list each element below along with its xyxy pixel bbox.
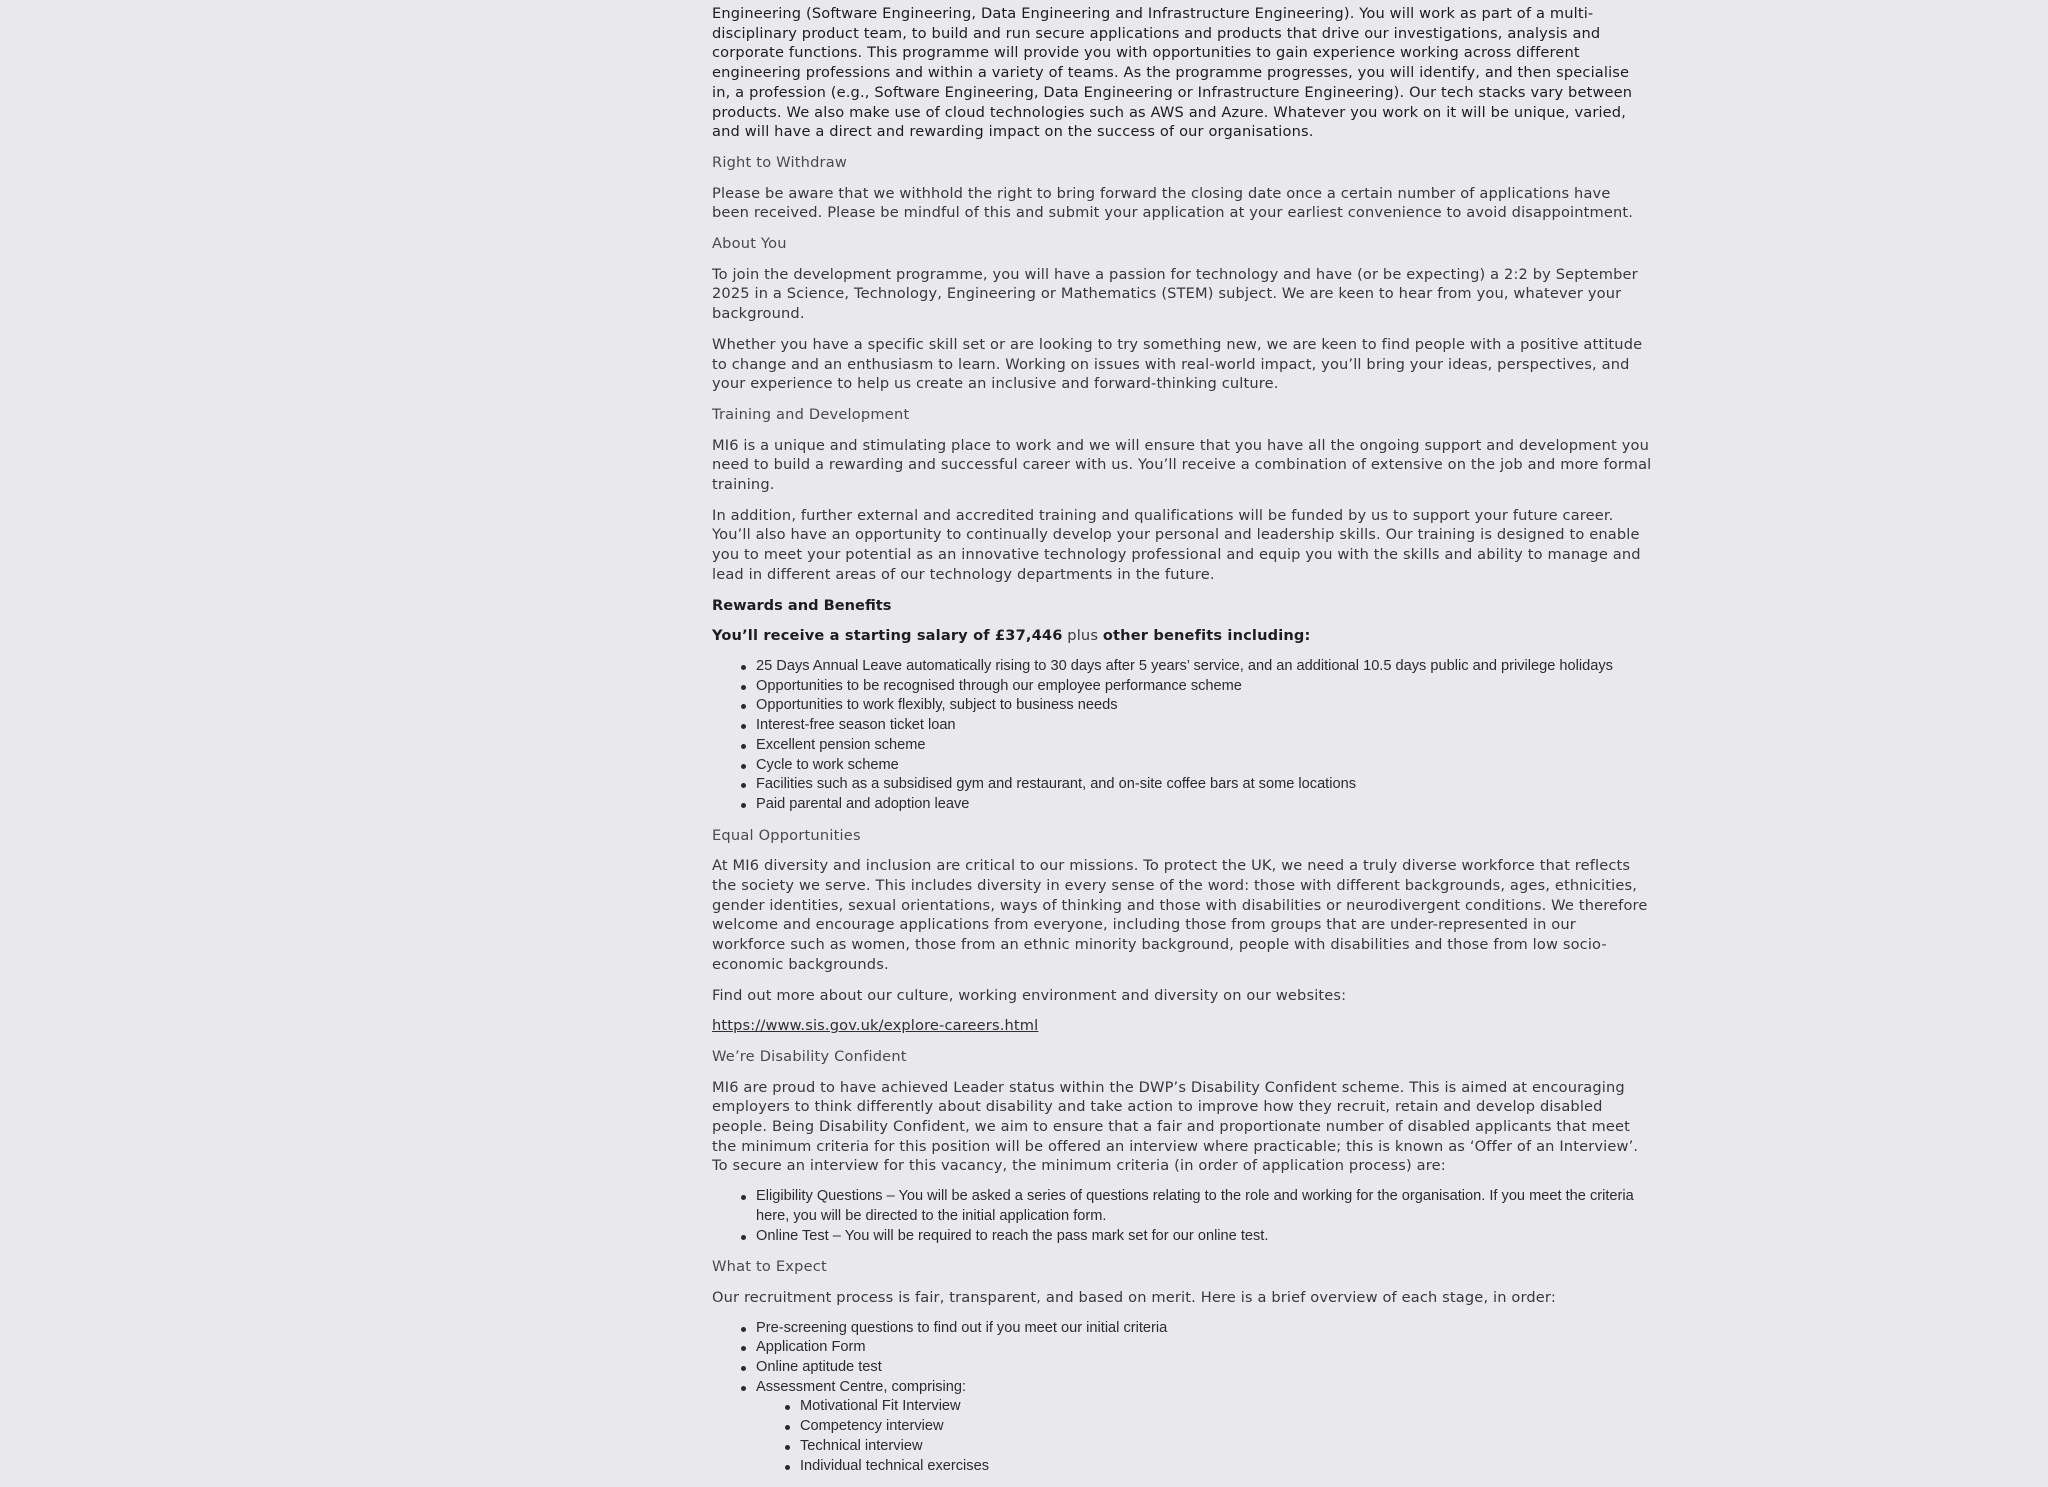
training-paragraph-1: MI6 is a unique and stimulating place to work and we will ensure that you have all the ongoing support and development you need to build a rewarding and successful career with us. You’ll receive a combination of extensive on the job and more formal training. — [712, 436, 1652, 494]
process-list — [712, 1319, 1652, 1477]
job-description — [712, 4, 1652, 1487]
list-item: Online aptitude test — [756, 1358, 1652, 1378]
salary-line — [712, 626, 1652, 646]
list-item: Technical interview — [800, 1437, 1652, 1457]
heading-about-you: About You — [712, 235, 787, 253]
equal-paragraph-2: Find out more about our culture, working environment and diversity on our websites: — [712, 986, 1347, 1004]
heading-what-to-expect: What to Expect — [712, 1258, 827, 1276]
salary-plus: plus — [1067, 627, 1099, 645]
list-item: Excellent pension scheme — [756, 736, 1652, 756]
list-item: Pre-screening questions to find out if you meet our initial criteria — [756, 1319, 1652, 1339]
intro-paragraph: Engineering (Software Engineering, Data Engineering and Infrastructure Engineering). You will work as part of a multi-disciplinary product team, to build and run secure applications and products that drive our investigations, analysis and corporate functions. This programme will provide you with opportunities to gain experience working across different engineering professions and within a variety of teams. As the programme progresses, you will identify, and then specialise in, a profession (e.g., Software Engineering, Data Engineering or Infrastructure Engineering). Our tech stacks vary between products. We also make use of cloud technologies such as AWS and Azure. Whatever you work on it will be unique, varied, and will have a direct and rewarding impact on the success of our organisations. — [712, 5, 1633, 141]
expect-paragraph: Our recruitment process is fair, transparent, and based on merit. Here is a brief overview of each stage, in order: — [712, 1288, 1556, 1306]
list-item: Facilities such as a subsidised gym and restaurant, and on-site coffee bars at some locations — [756, 775, 1652, 795]
list-item: Individual technical exercises — [800, 1457, 1652, 1477]
list-item: Eligibility Questions – You will be asked a series of questions relating to the role and working for the organisation. If you meet the criteria here, you will be directed to the initial application form. — [756, 1187, 1652, 1226]
benefits-list — [712, 657, 1652, 815]
heading-disability-confident: We’re Disability Confident — [712, 1047, 907, 1065]
about-paragraph-1: To join the development programme, you will have a passion for technology and have (or be expecting) a 2:2 by September 2025 in a Science, Technology, Engineering or Mathematics (STEM) subject. We are keen to hear from you, whatever your background. — [712, 265, 1638, 323]
list-item-assessment — [756, 1378, 1652, 1477]
list-item: Motivational Fit Interview — [800, 1397, 1652, 1417]
assessment-sublist — [756, 1397, 1652, 1476]
assessment-label: Assessment Centre, comprising: — [756, 1378, 967, 1395]
list-item: Competency interview — [800, 1417, 1652, 1437]
heading-equal-opportunities: Equal Opportunities — [712, 826, 861, 844]
list-item: Online Test – You will be required to reach the pass mark set for our online test. — [756, 1227, 1652, 1247]
heading-rewards: Rewards and Benefits — [712, 596, 892, 614]
training-paragraph-2: In addition, further external and accredited training and qualifications will be funded by us to support your future career. You’ll also have an opportunity to continually develop your personal and leadership skills. Our training is designed to enable you to meet your potential as an innovative technology professional and equip you with the skills and ability to manage and lead in different areas of our technology departments in the future. — [712, 506, 1641, 583]
list-item: Paid parental and adoption leave — [756, 795, 1652, 815]
list-item: Opportunities to work flexibly, subject to business needs — [756, 696, 1652, 716]
heading-right-to-withdraw: Right to Withdraw — [712, 153, 848, 171]
heading-training: Training and Development — [712, 405, 910, 423]
list-item: Interest-free season ticket loan — [756, 716, 1652, 736]
equal-paragraph-1: At MI6 diversity and inclusion are critical to our missions. To protect the UK, we need a truly diverse workforce that reflects the society we serve. This includes diversity in every sense of the word: those with different backgrounds, ages, ethnicities, gender identities, sexual orientations, ways of thinking and those with disabilities or neurodivergent conditions. We therefore welcome and encourage applications from everyone, including those from groups that are under-represented in our workforce such as women, those from an ethnic minority background, people with disabilities and those from low socio-economic backgrounds. — [712, 857, 1648, 973]
careers-link[interactable]: https://www.sis.gov.uk/explore-careers.html — [712, 1017, 1039, 1035]
salary-text: You’ll receive a starting salary of £37,446 — [712, 627, 1063, 645]
about-paragraph-2: Whether you have a specific skill set or are looking to try something new, we are keen to find people with a positive attitude to change and an enthusiasm to learn. Working on issues with real-world impact, you’ll bring your ideas, perspectives, and your experience to help us create an inclusive and forward-thinking culture. — [712, 335, 1643, 393]
withdraw-paragraph: Please be aware that we withhold the right to bring forward the closing date once a certain number of applications have been received. Please be mindful of this and submit your application at your earliest convenience to avoid disappointment. — [712, 184, 1634, 222]
list-item: 25 Days Annual Leave automatically rising to 30 days after 5 years’ service, and an additional 10.5 days public and privilege holidays — [756, 657, 1652, 677]
list-item: Cycle to work scheme — [756, 756, 1652, 776]
careers-link-row — [712, 1016, 1652, 1036]
list-item: Application Form — [756, 1338, 1652, 1358]
salary-benefits-text: other benefits including: — [1102, 627, 1311, 645]
criteria-list — [712, 1187, 1652, 1246]
disability-paragraph: MI6 are proud to have achieved Leader status within the DWP’s Disability Confident scheme. This is aimed at encouraging employers to think differently about disability and take action to improve how they recruit, retain and develop disabled people. Being Disability Confident, we aim to ensure that a fair and proportionate number of disabled applicants that meet the minimum criteria for this position will be offered an interview where practicable; this is known as ‘Offer of an Interview’. To secure an interview for this vacancy, the minimum criteria (in order of application process) are: — [712, 1078, 1639, 1175]
list-item: Opportunities to be recognised through our employee performance scheme — [756, 677, 1652, 697]
